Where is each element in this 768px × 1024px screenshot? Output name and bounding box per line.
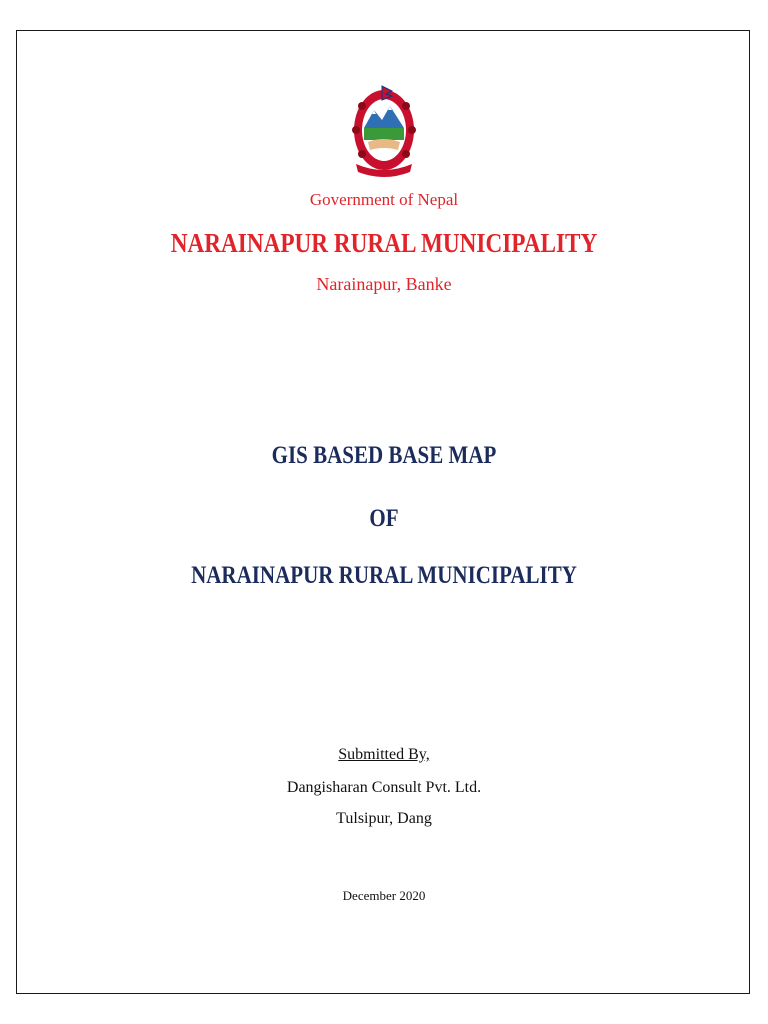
municipality-location: Narainapur, Banke xyxy=(316,274,452,294)
municipality-title: NARAINAPUR RURAL MUNICIPALITY xyxy=(170,228,598,258)
report-title-line-1: GIS BASED BASE MAP xyxy=(271,442,497,469)
consultant-name: Dangisharan Consult Pvt. Ltd. xyxy=(286,779,482,796)
submitted-by-label: Submitted By, xyxy=(338,746,430,763)
nepal-emblem-icon xyxy=(348,84,420,180)
report-date: December 2020 xyxy=(342,888,426,903)
report-title-line-2: OF xyxy=(369,505,399,532)
consultant-address: Tulsipur, Dang xyxy=(336,810,432,827)
government-name: Government of Nepal xyxy=(309,190,459,209)
report-title-line-3: NARAINAPUR RURAL MUNICIPALITY xyxy=(191,562,577,589)
